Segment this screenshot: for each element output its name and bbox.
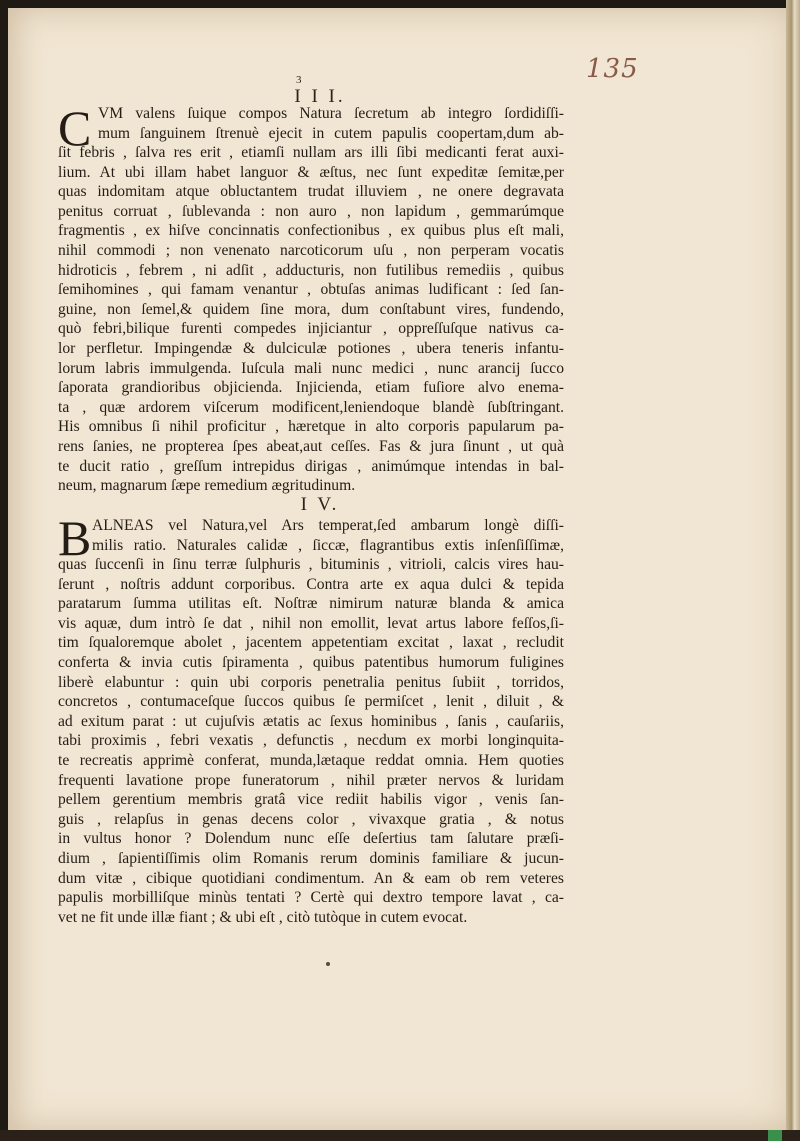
- text-line: dium , ſapientiſſimis olim Romanis rerum dominis familiare & jucun-: [58, 849, 564, 867]
- text-line: te ducit ratio , greſſum intrepidus dirigas , animúmque intendas in bal-: [58, 457, 564, 475]
- section-4-opening-lines: [92, 516, 564, 555]
- text-line: in vultus honor ? Dolendum nunc eſſe deſertius tam ſalutare præſi-: [58, 830, 564, 848]
- page-edge: [786, 0, 800, 1141]
- text-line: lium. At ubi illam habet languor & æſtus, nec ſunt expeditæ ſemitæ,per: [58, 163, 564, 181]
- section-heading-4: I V.: [300, 494, 340, 515]
- section-4-body: [58, 555, 564, 927]
- text-line: lorum labris immulgenda. Iuſcula mali nunc medici , nunc arancij ſucco: [58, 359, 564, 377]
- text-line: milis ratio. Naturales calidæ , ſiccæ, flagrantibus extis inſenſiſſimæ,: [92, 536, 564, 554]
- text-line: rens ſanies, ne propterea ſpes abeat,aut ceſſes. Fas & jura ſinunt , ut quà: [58, 437, 564, 455]
- text-line: His omnibus ſi nihil proficitur , hæretque in alto corporis papularum pa-: [58, 418, 564, 436]
- scan-border: [0, 1130, 800, 1141]
- paper-speck: [326, 962, 330, 966]
- text-line: fragmentis , ex hiſve concinnatis confectionibus , ex quibus plus eſt mali,: [58, 222, 564, 240]
- text-line: nihil commodi ; non venenato narcoticorum uſu , non perperam vocatis: [58, 241, 564, 259]
- handwritten-folio-number: 135: [586, 54, 639, 84]
- text-line: mum ſanguinem ſtrenuè ejecit in cutem papulis coopertam,dum ab-: [98, 124, 564, 142]
- text-line: frequenti lavatione prope funeratorum , nihil præter nervos & luridam: [58, 771, 564, 789]
- text-line: vis aquæ, dum intrò ſe dat , nihil non emollit, levat artus labore feſſos,ſi-: [58, 614, 564, 632]
- text-line: te recreatis apprimè conferat, munda,lætaque reddat omnia. Hem quoties: [58, 751, 564, 769]
- text-line: penitus corruat , ſublevanda : non auro , non lapidum , gemmarúmque: [58, 202, 564, 220]
- text-line: ſit febris , ſalva res erit , etiamſi nullam ars illi ſibi medicanti ferat auxi-: [58, 144, 564, 161]
- text-line: ſerunt , noſtris addunt corporibus. Contra arte ex aqua dulci & tepida: [58, 575, 564, 593]
- text-line: tim ſqualoremque abolet , jacentem appetentiam excitat , laxat , recludit: [58, 634, 564, 652]
- text-line: conferta & invia cutis ſpiramenta , quibus patentibus humorum fuligines: [58, 653, 564, 671]
- text-line: pellem gerentium membris gratâ vice rediit habilis vigor , venis ſan-: [58, 791, 564, 809]
- text-line: neum, magnarum ſæpe remedium ægritudinum.: [58, 477, 356, 495]
- text-line: lor perfletur. Impingendæ & dulciculæ potiones , ubera teneris infantu-: [58, 339, 564, 357]
- signature-mark: 3: [296, 74, 302, 86]
- text-line: ſemihomines , qui famam venantur , obtuſas animas ludificant : ſed ſan-: [58, 281, 564, 299]
- section-3-body: [58, 143, 564, 496]
- drop-cap-b: B: [58, 510, 92, 566]
- text-line: dum vitæ , cibique quotidiani condimentum. An & eam ob rem veteres: [58, 869, 564, 887]
- text-line: ta , quæ ardorem viſcerum modificent,leniendoque blandè ſubſtringant.: [58, 398, 564, 416]
- text-line: vet ne fit unde illæ fiant ; & ubi eſt , citò tutòque in cutem evocat.: [58, 908, 468, 926]
- text-line: hidroticis , febrem , ni adſit , adducturis, non futilibus remediis , quibus: [58, 261, 564, 279]
- bookmark-tab: [768, 1130, 782, 1141]
- text-line: quas indomitam atque obluctantem trudat illuviem , ne onere degravata: [58, 183, 564, 201]
- text-line: ALNEAS vel Natura,vel Ars temperat,ſed ambarum longè diſſi-: [92, 517, 564, 534]
- text-line: paratarum ſumma utilitas eſt. Noſtræ nimirum naturæ blanda & amica: [58, 595, 564, 613]
- text-line: guis , relapſus in genas decens color , vivaxque gratia , & notus: [58, 810, 564, 828]
- text-line: quas ſuccenſi in ſinu terræ ſulphuris , bituminis , vitrioli, calcis vires hau-: [58, 556, 564, 573]
- text-line: VM valens ſuique compos Natura ſecretum ab integro ſordidiſſi-: [98, 105, 564, 122]
- text-line: papulis morbilliſque minùs tentati ? Certè qui dextro tempore lavat , ca-: [58, 889, 564, 907]
- text-line: liberè elabuntur : quin ubi corporis penetralia penitus ſubiit , torridos,: [58, 673, 564, 691]
- text-line: concretos , contumaceſque ſuccos quibus ſe permiſcet , lenit , diluit , &: [58, 693, 564, 711]
- text-line: ad exitum parat : ut cujuſvis ætatis ac ſexus hominibus , ſanis , cauſariis,: [58, 712, 564, 730]
- text-line: quò febri,bilique furenti compedes injiciantur , oppreſſuſque nativus ca-: [58, 320, 564, 338]
- text-line: guine, non ſemel,& quidem ſine mora, dum conſtabunt vires, fundendo,: [58, 300, 564, 318]
- text-line: tabi proximis , febri vexatis , defunctis , necdum ex morbi longinquita-: [58, 732, 564, 750]
- drop-cap-c: C: [58, 100, 92, 156]
- section-heading-3: I I I.: [294, 86, 346, 107]
- section-3-opening-lines: [98, 104, 564, 143]
- text-line: ſaporata grandioribus objicienda. Injicienda, etiam fuſiore alvo enema-: [58, 379, 564, 397]
